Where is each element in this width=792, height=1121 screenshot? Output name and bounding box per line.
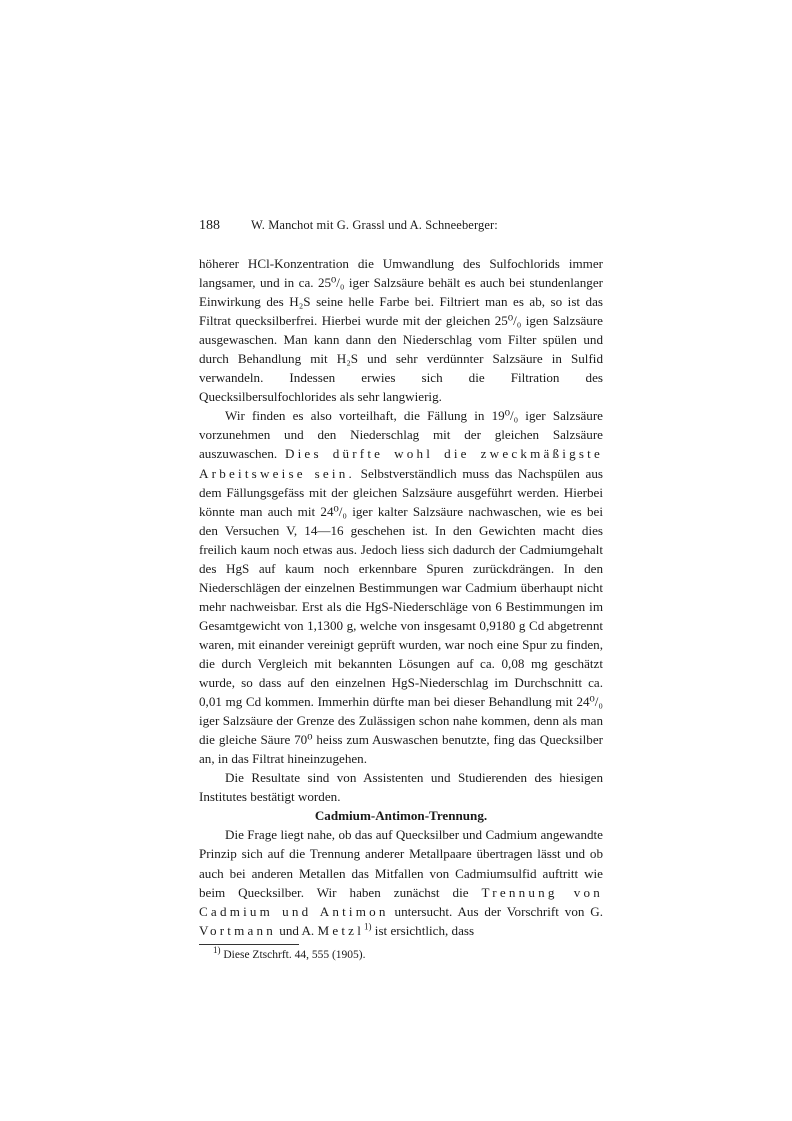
footnote-text: Diese Ztschrft. 44, 555 (1905). [223,948,366,961]
page-number: 188 [199,218,220,233]
body-text [199,254,603,940]
footnote [199,944,603,963]
section-paragraph [199,825,603,939]
paragraph-1: höherer HCl-Konzentration die Umwandlung des Sulfochlorids immer langsamer, und in ca. 25⁰/₀ iger Salzsäure behält es auch bei stundenlanger Einwirkung des H₂S seine helle Farbe bei. Filtriert man es ab, so ist das Filtrat quecksilberfrei. Hierbei wurde mit der gleichen 25⁰/₀ igen Salzsäure ausgewaschen. Man kann dann den Niederschlag vom Filter spülen und durch Behandlung mit H₂S und sehr verdünnter Salzsäure in Sulfid verwandeln. Indessen erwies sich die Filtration des Quecksilbersulfochlorides als sehr langwierig. [199,256,603,405]
section-title: Cadmium-Antimon-Trennung. [314,808,488,824]
section-emphasis-1: Trennung von Cadmium und Antimon [199,884,603,919]
paragraph-2 [199,406,603,768]
section-text-a: Die Frage liegt nahe, ob das auf Quecksilber und Cadmium angewandte Prinzip sich auf die Trennung anderer Metallpaare übertragen lässt und ob auch bei anderen Metallen das Mitfallen von Cadmiumsulfid auftritt wie beim Quecksilber. Wir haben zunächst die [199,827,603,900]
section-text-d: ist ersichtlich, dass [371,922,475,938]
paragraph-2-text-b: Selbstverständlich muss das Nachspülen aus dem Fällungsgefäss mit der gleichen Salzsäure ausgeführt werden. Hierbei könnte man auch mit 24⁰/₀ iger kalter Salzsäure nachwaschen, wie es bei den Versuchen V, 14—16 geschehen ist. In den Gewichten macht dies freilich kaum noch etwas aus. Jedoch liess sich dadurch der Cadmiumgehalt des HgS auf kaum noch erkennbare Spuren zurückdrängen. In den Niederschlägen der einzelnen Bestimmungen war Cadmium überhaupt nicht mehr nachweisbar. Erst als die HgS-Niederschläge von 6 Bestimmungen im Gesamtgewicht von 1,1300 g, welche von insgesamt 0,9180 g Cd abgetrennt waren, mit einander vereinigt geprüft wurden, war noch eine Spur zu finden, die durch Vergleich mit bekannten Lösungen auf ca. 0,08 mg geschätzt wurde, so dass auf den einzelnen HgS-Niederschlag im Durchschnitt ca. 0,01 mg Cd kommen. Immerhin dürfte man bei dieser Behandlung mit 24⁰/₀ iger Salzsäure der Grenze des Zulässigen schon nahe kommen, denn als man die gleiche Säure 70⁰ heiss zum Auswaschen benutzte, fing das Quecksilber an, in das Filtrat hineinzugehen. [199,465,603,767]
section-text-c: und A. [276,922,318,938]
running-head: W. Manchot mit G. Grassl und A. Schneeberger: [251,218,498,232]
journal-page [199,218,603,963]
page-header [199,218,603,242]
paragraph-2-text-a: Wir finden es also vorteilhaft, die Fällung in 19⁰/₀ iger Salzsäure vorzunehmen und den Niederschlag mit der gleichen Salzsäure auszuwaschen. [199,408,603,462]
footnote-reference: 1) [364,921,372,932]
paragraph-2-emphasis: Dies dürfte wohl die zweckmäßigste Arbeitsweise sein. [199,446,603,481]
section-text-b: untersucht. Aus der Vorschrift von G. [388,903,604,919]
paragraph-3: Die Resultate sind von Assistenten und Studierenden des hiesigen Institutes bestätigt worden. [199,770,603,805]
footnote-mark: 1) [213,944,221,955]
author-name-metzl: Metzl [317,922,365,938]
author-name-vortmann: Vortmann [199,922,277,938]
